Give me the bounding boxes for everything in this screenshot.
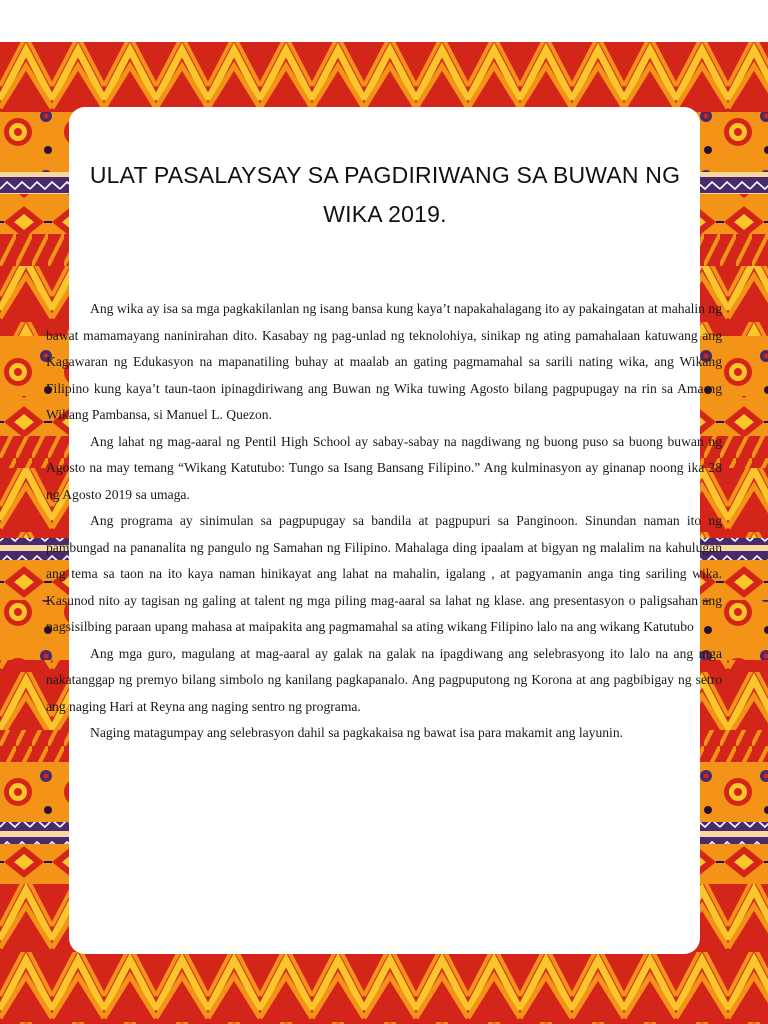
document-title: ULAT PASALAYSAY SA PAGDIRIWANG SA BUWAN NG WIKA 2019. [89,162,681,227]
paragraph: Ang mga guro, magulang at mag-aaral ay galak na galak na ipagdiwang ang selebrasyong ito lalo na ang mga nakatanggap ng premyo bilang simbolo ng kanilang pagkapanalo. Ang pagpuputong ng Korona at ang pagbibigay ng setro ang naging Hari at Reyna ang naging sentro ng programa. [46,645,722,714]
paragraph: Ang lahat ng mag-aaral ng Pentil High School ay sabay-sabay na nagdiwang ng buong puso sa buong buwan ng Agosto na may temang “Wikang Katutubo: Tungo sa Isang Bansang Filipino.” Ang kulminasyon ay ginanap noong ika 28 ng Agosto 2019 sa umaga. [46,433,722,502]
document-body [46,296,722,747]
paragraph: Ang programa ay sinimulan sa pagpupugay sa bandila at pagpupuri sa Panginoon. Sinundan naman ito ng pambungad na pananalita ng pangulo ng Samahan ng Filipino. Mahalaga ding ipaalam at bigyan ng malalim na kahulugan ang tema sa taon na ito kaya naman hinikayat ang lahat na mahalin, igalang , at pagyamanin anga ting sariling wika. Kasunod nito ay tagisan ng galing at talent ng mga piling mag-aaral sa lahat ng klase. ang presentasyon o paligsahan ang nagsisilbing paraan upang mahasa at maipakita ang pagmamahal sa ating wikang Filipino lalo na ang wikang Katutubo [46,513,722,634]
paragraph: Ang wika ay isa sa mga pagkakilanlan ng isang bansa kung kaya’t napakahalagang ito ay pakaingatan at mahalin ng bawat mamamayang naninirahan dito. Kasabay ng pag-unlad ng teknolohiya, sinikap ng ating pamahalaan katuwang ang Kagawaran ng Edukasyon na mapanatiling buhay at maalab an gating pagmamahal sa sarili nating wika, ang Wikang Filipino kung kaya’t taun-taon ipinagdiriwang ang Buwan ng Wika tuwing Agosto bilang pagpupugay na rin sa Ama ng Wikang Pambansa, si Manuel L. Quezon. [46,301,722,422]
paragraph: Naging matagumpay ang selebrasyon dahil sa pagkakaisa ng bawat isa para makamit ang layunin. [90,725,624,740]
